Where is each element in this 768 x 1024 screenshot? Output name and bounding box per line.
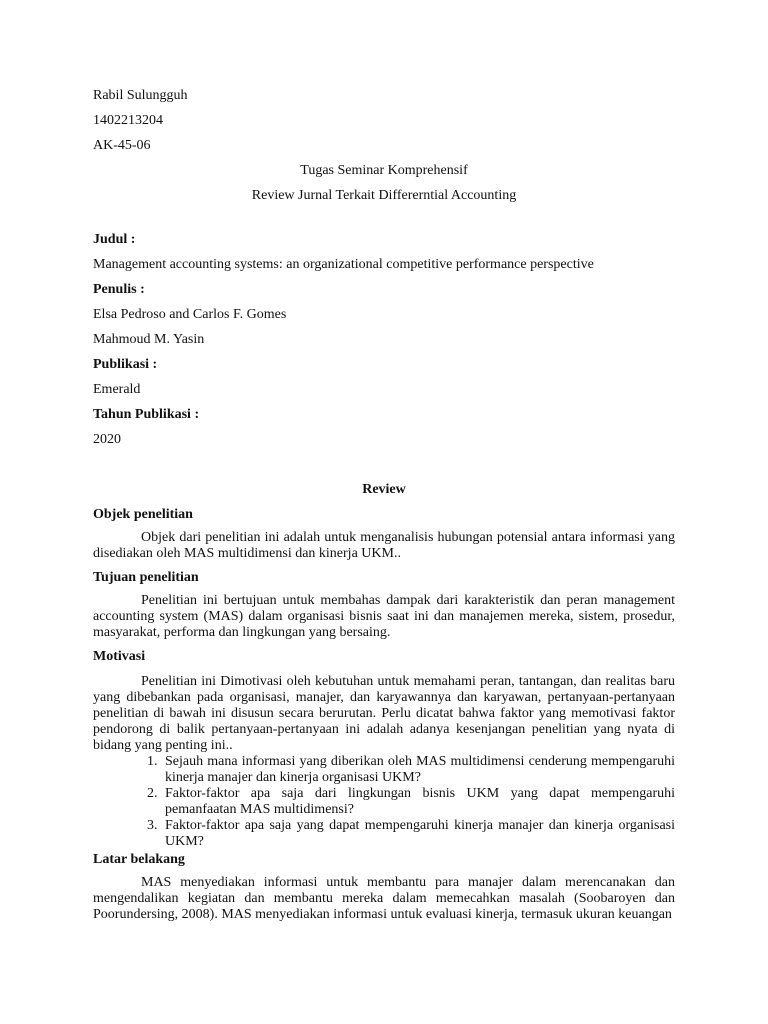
tujuan-heading: Tujuan penelitian <box>93 570 199 585</box>
document-body <box>93 86 675 923</box>
latar-paragraph: MAS menyediakan informasi untuk membantu para manajer dalam merencanakan dan mengendalikan kegiatan dan membantu mereka dalam memecahkan masalah (Soobaroyen dan Poorundersing, 2008). MAS menyediakan informasi untuk evaluasi kinerja, termasuk ukuran keuangan <box>93 875 675 922</box>
judul-label: Judul : <box>93 232 136 247</box>
title-line-1: Tugas Seminar Komprehensif <box>300 163 468 178</box>
author-name: Rabil Sulungguh <box>93 88 188 103</box>
tahun-value: 2020 <box>93 432 121 447</box>
penulis-line-2: Mahmoud M. Yasin <box>93 332 205 347</box>
research-questions-list <box>93 754 675 850</box>
publikasi-label: Publikasi : <box>93 357 158 372</box>
student-id: 1402213204 <box>93 113 163 128</box>
penulis-line-1: Elsa Pedroso and Carlos F. Gomes <box>93 307 287 322</box>
list-item: 2. Faktor-faktor apa saja dari lingkungan bisnis UKM yang dapat mempengaruhi pemanfaatan MAS multidimensi? <box>161 786 675 818</box>
latar-heading: Latar belakang <box>93 852 185 867</box>
title-line-2: Review Jurnal Terkait Differerntial Accounting <box>251 188 517 203</box>
tahun-label: Tahun Publikasi : <box>93 407 200 422</box>
judul-value: Management accounting systems: an organizational competitive performance perspective <box>93 257 594 272</box>
class-code: AK-45-06 <box>93 138 151 153</box>
list-item: 3. Faktor-faktor apa saja yang dapat mempengaruhi kinerja manajer dan kinerja organisasi UKM? <box>161 818 675 850</box>
publikasi-value: Emerald <box>93 382 141 397</box>
objek-paragraph: Objek dari penelitian ini adalah untuk menganalisis hubungan potensial antara informasi yang disediakan oleh MAS multidimensi dan kinerja UKM.. <box>93 530 675 561</box>
list-item: 1. Sejauh mana informasi yang diberikan oleh MAS multidimensi cenderung mempengaruhi kinerja manajer dan kinerja organisasi UKM? <box>161 754 675 786</box>
penulis-label: Penulis : <box>93 282 145 297</box>
tujuan-paragraph: Penelitian ini bertujuan untuk membahas dampak dari karakteristik dan peran management accounting system (MAS) dalam organisasi bisnis saat ini dan manajemen mereka, sistem, prosedur, masyarakat, performa dan lingkungan yang bersaing. <box>93 593 675 640</box>
motivasi-paragraph: Penelitian ini Dimotivasi oleh kebutuhan untuk memahami peran, tantangan, dan realitas baru yang dibebankan pada organisasi, manajer, dan karyawannya dan karyawan, pertanyaan-pertanyaan penelitian di bawah ini disusun secara berurutan. Perlu dicatat bahwa faktor yang memotivasi faktor pendorong di balik pertanyaan-pertanyaan ini adalah adanya kesenjangan penelitian yang nyata di bidang yang penting ini.. <box>93 674 675 753</box>
objek-heading: Objek penelitian <box>93 507 193 522</box>
motivasi-heading: Motivasi <box>93 649 146 664</box>
review-heading: Review <box>362 482 406 497</box>
